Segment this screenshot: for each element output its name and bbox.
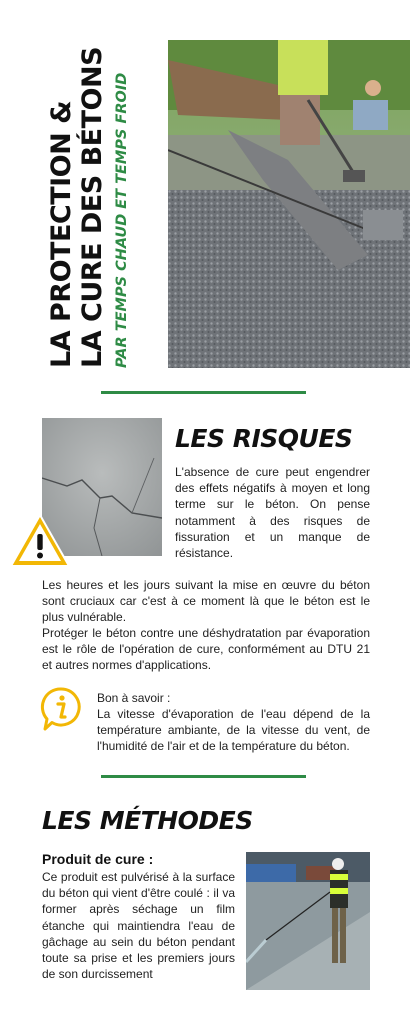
methodes-heading: LES MÉTHODES (42, 806, 253, 835)
divider-middle (101, 775, 306, 778)
risques-heading: LES RISQUES (175, 424, 353, 453)
tip-text: La vitesse d'évaporation de l'eau dépend de la température ambiante, de la vitesse du vent, de l'humidité de l'air et de la température du béton. (97, 707, 370, 754)
info-bubble-icon (40, 686, 82, 732)
hero-photo-concrete-pour (168, 40, 410, 368)
title-line-1: LA PROTECTION & (46, 100, 77, 368)
vertical-title (46, 38, 132, 368)
risques-para-1: Les heures et les jours suivant la mise en œuvre du béton sont cruciaux car c'est à ce moment là que le béton est le plus vulnérable. (42, 578, 370, 625)
risques-intro: L'absence de cure peut engendrer des effets négatifs à moyen et long terme sur le béton. On pense notamment à des risques de fissuration et un manque de résistance. (175, 465, 370, 561)
risques-para-2: Protéger le béton contre une déshydratation par évaporation est le rôle de l'opération de cure, conformément au DTU 21 et autres normes d'applications. (42, 626, 370, 673)
subtitle: PAR TEMPS CHAUD ET TEMPS FROID (114, 72, 130, 368)
warning-triangle-icon (8, 512, 72, 570)
tip-label: Bon à savoir : (97, 691, 171, 705)
title-line-2: LA CURE DES BÉTONS (77, 46, 108, 368)
divider-top (101, 391, 306, 394)
spraying-curing-product-photo (246, 852, 370, 990)
methodes-text: Ce produit est pulvérisé à la surface du béton qui vient d'être coulé : il va former après séchage un film étanche qui maintiendra l'eau de gâchage au sein du béton pendant toute sa prise et les premiers jours de son durcissement (42, 870, 235, 982)
methodes-subheading: Produit de cure : (42, 851, 154, 867)
